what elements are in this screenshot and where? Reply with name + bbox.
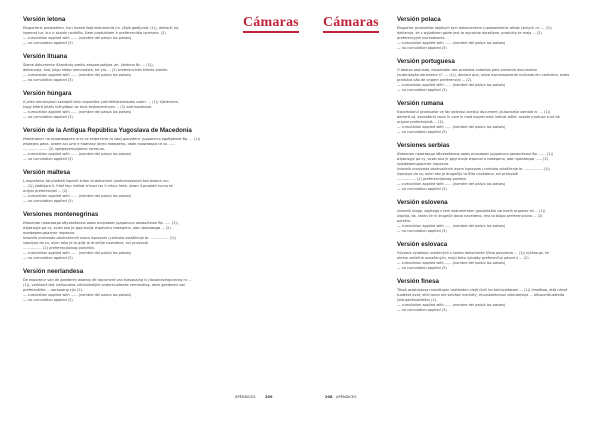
declaration-line: — no cumulation applied (3): [23, 78, 73, 82]
language-section: [397, 58, 581, 93]
declaration-line: — no cumulation applied (3): [23, 41, 73, 45]
declaration-line: — cumulation applied with ...... (nombre del país/o los países): [397, 182, 506, 186]
declaration-line: — cumulation applied with ...... (nombre del país/o los países): [23, 293, 132, 297]
declaration-line: изјављује да су, осим ако је другачије изричито наведено, ови производи ...... (2): [397, 157, 549, 161]
section-heading: Versión neerlandesa: [23, 268, 84, 275]
declaration-line: preferencyjne pochodzenie.: [397, 36, 446, 40]
declaration-line: declară că, exceptând cazul în care în mod expres este indicat altfel, aceste produse sunt de: [397, 115, 560, 119]
declaration-line: — cumulation applied with ...... (nombre del país/o los países): [397, 41, 506, 45]
declaration-line: preferentiële ... oorsprong zijn (2).: [23, 288, 84, 292]
declaration-line: (alkuperätuotteita) (2).: [397, 298, 438, 302]
declaration-line: hogy eltérő jelzés hiányában az áruk kedvezményes ... (2) származásúak.: [23, 105, 153, 109]
declaration-line: tuotteet ovat, ellei toisin ole selvästi merkitty, etuuskohteluun oikeutettuja ... alkuperätuotteita: [397, 293, 565, 297]
declaration-line: преференцијалног порекла.: [23, 231, 76, 235]
section-heading: Versión portuguesa: [397, 58, 455, 65]
language-section: [23, 268, 218, 303]
declaration-line: — no cumulation applied (3): [397, 130, 447, 134]
declaration-line: L-esportatur tal-prodotti koperti b'dan id-dokument (awtorizzazzjoni tad-dwana nru.: [23, 179, 170, 183]
declaration-line: — no cumulation applied (3): [397, 266, 447, 270]
declaration-line: izņemot tur, kur ir skaidri norādīts, šiem produktiem ir preferenciāla izcelsme. (2): [23, 31, 166, 35]
camaras-logo-left: Cámaras: [243, 16, 299, 33]
declaration-line: Izvoznik proizvoda obuhvaćenih ovom ispravom (carinsko ovlašćenje br. ................ (1)): [23, 236, 176, 240]
language-section: [397, 278, 581, 313]
declaration-line: — cumulation applied with ...... (nombre del país/o los países): [397, 261, 506, 265]
declaration-line: преференцијалног порекла.: [397, 162, 450, 166]
language-section: [23, 211, 218, 261]
declaration-line: ................. (2) preferencijalnog porijekla.: [23, 246, 95, 250]
declaration-line: izjavljuje da su, osim tako je to gdje je drukčije navedeno, ovi proizvodi: [23, 241, 148, 245]
declaration-line: produtos são de origem preferencial ... (2).: [397, 78, 473, 82]
right-column: [397, 16, 581, 320]
declaration-line: — cumulation applied with ...... (nombre del país/o los países): [397, 303, 506, 307]
declaration-line: Извозник производа обухваћених овом исправом (царинско овлашћење бр. ..... (1)): [23, 221, 178, 225]
declaration-line: — cumulation applied with ...... (nombre del país/o los países): [23, 36, 132, 40]
section-heading: Versión letona: [23, 16, 66, 23]
declaration-line: ... (1)) jiddikjara li, ħlief fejn indikat b'mod ċar li mhux hekk, dawn il-prodotti huma ta': [23, 184, 174, 188]
footer-left-label: APÉNDICES: [235, 395, 256, 399]
section-heading: Versión maltesa: [23, 169, 71, 176]
language-section: [23, 90, 218, 120]
declaration-line: — cumulation applied with ...... (nombre del país/o los países): [397, 224, 506, 228]
language-section: [397, 241, 581, 271]
footer-left-page-number: 209: [265, 395, 273, 399]
declaration-line: Exportatorul produselor ce fac obiectul acestui document (autorizația vamală nr. ... (1)): [397, 110, 551, 114]
declaration-line: Tässä asiakirjassa mainittujen tuotteiden viejä (tulli tai toimivaltaisen ... (1)) ilmoittaa, että nämä: [397, 288, 568, 292]
declaration-line: deklaruje, że z wyjątkiem gdzie jest to wyraźnie określone, produkty te mają ... (2): [397, 31, 542, 35]
declaration-line: — no cumulation applied (3): [23, 298, 73, 302]
section-heading: Versiones serbias: [397, 142, 450, 149]
declaration-line: — cumulation applied with ...... (nombre del país/o los países): [23, 152, 132, 156]
declaration-line: ................. (2) preferencijalnog porekla.: [397, 177, 467, 181]
declaration-line: — cumulation applied with ...... (nombre del país/o los países): [397, 83, 506, 87]
footer-right-page-number: 208: [325, 395, 333, 399]
declaration-line: Izvoznik proizvoda obuhvaćenih ovom ispravom (carinsko ovlašćenje br. ................ (1)): [397, 167, 550, 171]
declaration-line: — no cumulation applied (3): [397, 46, 447, 50]
declaration-line: (autorização aduaneira n°. ... (1)), declara que, salvo expressamente indicado em contrário, estes: [397, 73, 570, 77]
declaration-line: — no cumulation applied (3): [397, 88, 447, 92]
declaration-line: Šiame dokumente išvardintų prekių eksportuotojas (m. (leidimo Nr. ... (1)),: [23, 63, 154, 67]
declaration-line: — no cumulation applied (3): [397, 308, 447, 312]
language-section: [23, 169, 218, 204]
declaration-line: — cumulation applied with ...... (nombre del país/o los países): [397, 125, 506, 129]
declaration-line: изјављује да су, осим ако је другачије изричито наведено, ови производи ... (2): [23, 226, 171, 230]
declaration-line: A jelen okmányban szereplő áruk exportőre (vámfelhatalmazási szám: ... (1)) kijelentem,: [23, 100, 180, 104]
section-heading: Versión polaca: [397, 16, 441, 23]
declaration-line: De exporteur van de goederen waarop dit document van toepassing is (douanevergunning nr. ...: [23, 278, 193, 282]
declaration-line: изјавува дека, освен кај што е поинаку јасно наведено, овие производи се со ......: [23, 142, 176, 146]
declaration-line: O abaixo assinado, exportador dos produtos cobertos pelo presente documento: [397, 68, 537, 72]
declaration-line: — no cumulation applied (3): [23, 115, 73, 119]
declaration-line: — no cumulation applied (3): [23, 157, 73, 161]
language-section: [397, 16, 581, 51]
section-heading: Versión húngara: [23, 90, 72, 97]
declaration-line: poreklo.: [397, 219, 412, 223]
declaration-line: Vývozca výrobkov uvedených v tomto dokumente (číslo povolenia ... (1)) vyhlasuje, že: [397, 251, 549, 255]
section-heading: Versión lituana: [23, 53, 68, 60]
language-section: [397, 100, 581, 135]
section-heading: Versión de la Antigua República Yugoslava de Macedonia: [23, 127, 192, 134]
declaration-line: origine preferențială ... (2).: [397, 120, 445, 124]
section-heading: Versiones montenegrinas: [23, 211, 99, 218]
left-column: [23, 16, 218, 310]
section-heading: Versión finesa: [397, 278, 439, 285]
declaration-line: — no cumulation applied (3): [23, 256, 73, 260]
declaration-line: — no cumulation applied (3): [23, 199, 73, 203]
section-heading: Versión rumana: [397, 100, 444, 107]
language-section: [23, 53, 218, 83]
language-section: [397, 142, 581, 192]
declaration-line: — cumulation applied with ...... (nombre del país/o los países): [23, 73, 132, 77]
declaration-line: — no cumulation applied (3): [397, 229, 447, 233]
declaration-line: deklaruoja, kad, jeigu kitaip nenurodyta, tai yra ... (2) preferencinės kilmės prekės.: [23, 68, 169, 72]
declaration-line: — cumulation applied with ...... (nombre del país/o los países): [23, 194, 132, 198]
declaration-line: Izvoznik blaga, zajetega s tem dokumentom (pooblastilo carinskih organov ali ... (1)): [397, 209, 546, 213]
declaration-line: Извозникот на производите што се опфатени со овој документ (царинско одобрение бр. ... (1)): [23, 137, 201, 141]
declaration-line: izjavlja, da, razen če ni drugače jasno navedeno, ima to blago preferencialno ... (2): [397, 214, 543, 218]
declaration-line: Eksporteris produktiem, kuri izvesti šajā dokumentā (m. (šajā gadījumā. (1)), deklarē, ka,: [23, 26, 180, 30]
declaration-line: — cumulation applied with ...... (nombre del país/o los países): [23, 251, 132, 255]
language-section: [397, 199, 581, 234]
declaration-line: Eksporter produktów objętych tym dokumentem (upoważnienie władz celnych nr. ... (1)): [397, 26, 552, 30]
declaration-line: — no cumulation applied (3): [397, 187, 447, 191]
declaration-line: ...................... (2) преференцијално потекло.: [23, 147, 105, 151]
declaration-line: — cumulation applied with ...... (nombre del país/o los países): [23, 110, 132, 114]
declaration-line: okrem zreteľne označených, majú tieto výrobky preferenčný pôvod v ... (2).: [397, 256, 530, 260]
declaration-line: Извозник производа обухваћених овом исправом (царинско овлашћење бр. ...... (1)): [397, 152, 554, 156]
declaration-line: oriġini preferenzjali ... (2).: [23, 189, 69, 193]
declaration-line: (1)), verklaart dat, behoudens uitdrukkelijke andersluidende vermelding, deze goederen van: [23, 283, 186, 287]
section-heading: Versión eslovaca: [397, 241, 448, 248]
footer-right-label: APÉNDICES: [336, 395, 357, 399]
language-section: [23, 127, 218, 162]
section-heading: Versión eslovena: [397, 199, 448, 206]
language-section: [23, 16, 218, 46]
camaras-logo-right: Cámaras: [323, 16, 379, 33]
declaration-line: izjavljuje da su, osim ako je drugačije izričito navedeno, ovi proizvodi: [397, 172, 519, 176]
